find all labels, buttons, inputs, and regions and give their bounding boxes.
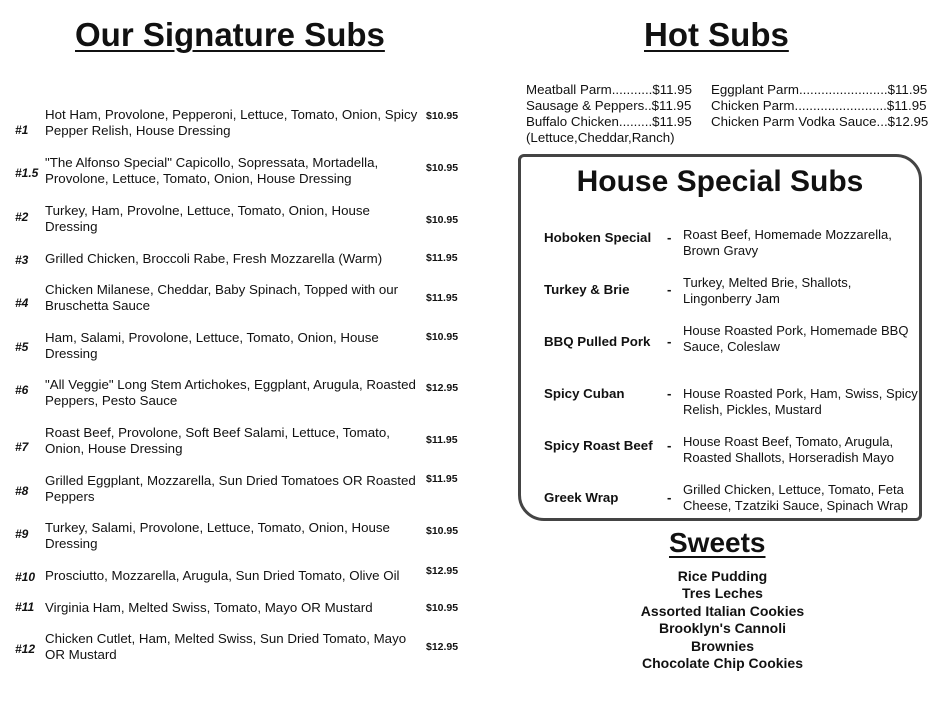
hot-sub-item: Chicken Parm.........................$11.95 — [711, 98, 927, 113]
hot-subs-left-column — [526, 82, 692, 146]
dash-separator: - — [667, 282, 672, 297]
item-description: Chicken Cutlet, Ham, Melted Swiss, Sun Dried Tomato, Mayo OR Mustard — [45, 631, 407, 662]
item-number: #7 — [15, 440, 29, 454]
house-special-name: Hoboken Special — [544, 230, 652, 245]
sweets-title: Sweets — [669, 527, 766, 558]
item-description: Ham, Salami, Provolone, Lettuce, Tomato, Onion, House Dressing — [45, 330, 379, 361]
house-special-name: Spicy Roast Beef — [544, 438, 653, 453]
item-number: #2 — [15, 210, 29, 224]
item-description: Turkey, Salami, Provolone, Lettuce, Tomato, Onion, House Dressing — [45, 520, 390, 551]
item-description: Grilled Chicken, Broccoli Rabe, Fresh Mozzarella (Warm) — [45, 251, 383, 266]
house-special-description: House Roast Beef, Tomato, Arugula, Roasted Shallots, Horseradish Mayo — [683, 434, 894, 465]
house-special-description: Grilled Chicken, Lettuce, Tomato, Feta Cheese, Tzatziki Sauce, Spinach Wrap — [683, 482, 908, 513]
house-special-box — [518, 154, 922, 521]
item-price: $10.95 — [426, 110, 459, 122]
hot-sub-item: Chicken Parm Vodka Sauce...$12.95 — [711, 114, 929, 129]
sweet-item: Brooklyn's Cannoli — [658, 620, 786, 637]
hot-sub-item: Meatball Parm...........$11.95 — [526, 82, 693, 97]
dash-separator: - — [667, 386, 672, 401]
item-description: "All Veggie" Long Stem Artichokes, Eggplant, Arugula, Roasted Peppers, Pesto Sauce — [45, 377, 416, 408]
item-price: $11.95 — [426, 434, 458, 446]
item-price: $10.95 — [426, 602, 459, 614]
sweet-item: Rice Pudding — [677, 568, 768, 584]
house-special-name: Spicy Cuban — [544, 386, 625, 401]
dash-separator: - — [667, 230, 672, 245]
item-price: $12.95 — [426, 641, 459, 653]
item-description: Chicken Milanese, Cheddar, Baby Spinach, Topped with our Bruschetta Sauce — [45, 282, 399, 313]
dash-separator: - — [667, 334, 672, 349]
house-special-name: Turkey & Brie — [544, 282, 630, 297]
item-price: $10.95 — [426, 525, 459, 537]
item-number: #11 — [15, 600, 35, 614]
item-description: Grilled Eggplant, Mozzarella, Sun Dried Tomatoes OR Roasted Peppers — [45, 473, 416, 504]
item-number: #10 — [15, 570, 36, 584]
sweet-item: Chocolate Chip Cookies — [641, 655, 804, 672]
hot-sub-item: Buffalo Chicken.........$11.95 — [526, 114, 692, 129]
house-special-title: House Special Subs — [576, 165, 864, 198]
hot-subs-title: Hot Subs — [644, 16, 789, 53]
item-price: $10.95 — [426, 214, 459, 226]
house-special-name: Greek Wrap — [544, 490, 619, 505]
house-special-description: House Roasted Pork, Ham, Swiss, Spicy Relish, Pickles, Mustard — [683, 386, 918, 417]
item-number: #12 — [15, 642, 36, 656]
sweet-item: Brownies — [690, 637, 754, 654]
item-number: #1 — [15, 123, 29, 137]
house-special-description: House Roasted Pork, Homemade BBQ Sauce, Coleslaw — [683, 323, 909, 354]
item-number: #8 — [15, 484, 29, 498]
signature-subs-title: Our Signature Subs — [75, 16, 385, 53]
item-price: $12.95 — [426, 382, 459, 394]
dash-separator: - — [667, 490, 672, 505]
house-special-description: Roast Beef, Homemade Mozzarella, Brown Gravy — [683, 227, 892, 258]
item-price: $10.95 — [426, 162, 459, 174]
item-description: Prosciutto, Mozzarella, Arugula, Sun Dried Tomato, Olive Oil — [45, 568, 400, 583]
hot-sub-item: Eggplant Parm........................$11.95 — [711, 82, 928, 97]
hot-sub-item: Sausage & Peppers..$11.95 — [526, 98, 692, 113]
item-price: $10.95 — [426, 331, 459, 343]
item-number: #1.5 — [15, 166, 39, 180]
item-price: $11.95 — [426, 252, 458, 264]
house-special-name: BBQ Pulled Pork — [544, 334, 651, 349]
item-number: #3 — [15, 253, 29, 267]
house-special-description: Turkey, Melted Brie, Shallots, Lingonberry Jam — [683, 275, 852, 306]
item-number: #5 — [15, 340, 29, 354]
hot-sub-note: (Lettuce,Cheddar,Ranch) — [526, 130, 675, 145]
item-description: Hot Ham, Provolone, Pepperoni, Lettuce, Tomato, Onion, Spicy Pepper Relish, House Dressing — [45, 107, 418, 138]
item-description: "The Alfonso Special" Capicollo, Sopressata, Mortadella, Provolone, Lettuce, Tomato, Onion, House Dressing — [45, 155, 379, 186]
hot-subs-right-column — [711, 82, 928, 130]
item-price: $11.95 — [426, 473, 458, 485]
item-number: #4 — [15, 296, 29, 310]
item-price: $11.95 — [426, 292, 458, 304]
item-description: Turkey, Ham, Provolne, Lettuce, Tomato, Onion, House Dressing — [45, 203, 370, 234]
dash-separator: - — [667, 438, 672, 453]
item-description: Virginia Ham, Melted Swiss, Tomato, Mayo OR Mustard — [45, 600, 373, 615]
sweet-item: Assorted Italian Cookies — [640, 602, 805, 619]
item-description: Roast Beef, Provolone, Soft Beef Salami, Lettuce, Tomato, Onion, House Dressing — [45, 425, 390, 456]
item-price: $12.95 — [426, 565, 459, 577]
item-number: #6 — [15, 383, 29, 397]
item-number: #9 — [15, 527, 29, 541]
sweet-item: Tres Leches — [682, 585, 763, 602]
sweets-list — [600, 568, 845, 672]
